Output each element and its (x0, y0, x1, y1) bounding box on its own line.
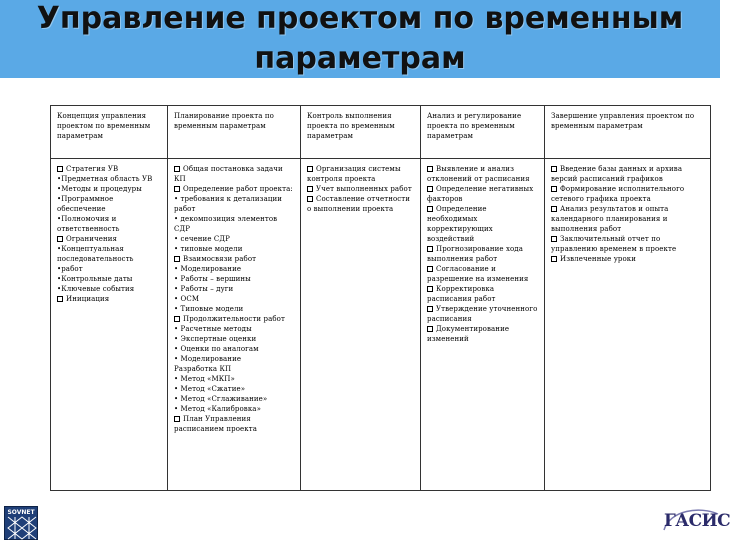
list-item (174, 184, 294, 194)
list-item-label: •Ключевые события (57, 285, 135, 293)
list-item (174, 374, 294, 384)
list-item (174, 304, 294, 314)
list-item (427, 264, 538, 284)
column-cell (421, 159, 545, 491)
checkbox-icon (174, 186, 180, 192)
list-item-label: • типовые модели (174, 245, 243, 253)
column-heading: Планирование проекта по временным параметрам (168, 106, 301, 159)
checkbox-icon (57, 236, 63, 242)
list-item (57, 194, 161, 214)
list-item (427, 164, 538, 184)
list-item (174, 284, 294, 294)
table-header-row (51, 106, 711, 159)
checkbox-icon (427, 186, 433, 192)
list-item-label: •Полномочия и ответственность (57, 215, 120, 233)
list-item-label: • Метод «Калибровка» (174, 405, 261, 413)
list-item (174, 244, 294, 254)
list-item (57, 284, 161, 294)
checkbox-icon (551, 236, 557, 242)
list-item-label: Продолжительности работ (183, 315, 285, 323)
list-item-label: • ОСМ (174, 295, 200, 303)
checkbox-icon (57, 166, 63, 172)
list-item-label: Формирование исполнительного сетевого графика проекта (551, 185, 685, 203)
list-item (427, 304, 538, 324)
list-item (427, 244, 538, 264)
list-item-label: Выявление и анализ отклонений от расписания (427, 165, 530, 183)
gasis-logo-text: ГАСИС (664, 511, 730, 531)
list-item (551, 234, 704, 254)
list-item (551, 254, 704, 264)
checkbox-icon (427, 326, 433, 332)
list-item-label: Взаимосвязи работ (183, 255, 257, 263)
list-item (57, 184, 161, 194)
list-item-label: •Методы и процедуры (57, 185, 142, 193)
list-item-label: Ограничения (66, 235, 118, 243)
list-item-label: • Моделирование (174, 355, 242, 363)
page-title: Управление проектом по временным параметрам (36, 1, 684, 76)
list-item-label: Документирование изменений (427, 325, 510, 343)
checkbox-icon (174, 256, 180, 262)
list-item (174, 344, 294, 354)
list-item-label: Согласование и разрешение на изменения (427, 265, 529, 283)
list-item (57, 264, 161, 274)
list-item (551, 164, 704, 184)
list-item-label: • Метод «МКП» (174, 375, 235, 383)
list-item-label: • Метод «Сглаживание» (174, 395, 268, 403)
list-item-label: • Расчетные методы (174, 325, 252, 333)
list-item-label: • Работы – дуги (174, 285, 234, 293)
gasis-logo (664, 508, 730, 534)
list-item-label: • Экспертные оценки (174, 335, 257, 343)
list-item-label: • Метод «Сжатие» (174, 385, 246, 393)
lattice-icon (8, 517, 36, 539)
checkbox-icon (307, 196, 313, 202)
list-item (174, 384, 294, 394)
checkbox-icon (174, 166, 180, 172)
list-item-label: Прогнозирование хода выполнения работ (427, 245, 523, 263)
list-item (427, 324, 538, 344)
list-item-label: • Моделирование (174, 265, 242, 273)
list-item (174, 364, 294, 374)
list-item-label: Определение необходимых корректирующих воздействий (427, 205, 493, 243)
sovnet-logo-text: SOVNET (7, 509, 35, 516)
process-table (50, 105, 711, 491)
list-item (174, 194, 294, 214)
list-item-label: •Контрольные даты (57, 275, 133, 283)
list-item-label: Анализ результатов и опыта календарного планирования и выполнения работ (551, 205, 669, 233)
list-item-label: Введение базы данных и архива версий расписаний графиков (551, 165, 683, 183)
list-item-label: Стратегия УВ (66, 165, 119, 173)
list-item (57, 234, 161, 244)
list-item (427, 184, 538, 204)
list-item-label: •Концептуальная последовательность (57, 245, 134, 263)
list-item (174, 234, 294, 244)
list-item (174, 214, 294, 234)
list-item-label: Инициация (66, 295, 110, 303)
checkbox-icon (307, 166, 313, 172)
checkbox-icon (551, 186, 557, 192)
list-item (174, 264, 294, 274)
list-item-label: • Типовые модели (174, 305, 244, 313)
column-heading: Анализ и регулирование проекта по временным параметрам (421, 106, 545, 159)
list-item-label: Извлеченные уроки (560, 255, 637, 263)
list-item-label: Определение работ проекта: (183, 185, 293, 193)
list-item-label: Заключительный отчет по управлению временем в проекте (551, 235, 677, 253)
title-banner (0, 0, 720, 78)
list-item-label: •Предметная область УВ (57, 175, 153, 183)
list-item (174, 254, 294, 264)
checkbox-icon (427, 166, 433, 172)
list-item (57, 174, 161, 184)
checkbox-icon (307, 186, 313, 192)
list-item (174, 164, 294, 184)
checkbox-icon (551, 206, 557, 212)
checkbox-icon (551, 256, 557, 262)
column-cell (168, 159, 301, 491)
list-item (57, 214, 161, 234)
checkbox-icon (427, 206, 433, 212)
column-heading: Концепция управления проектом по временным параметрам (51, 106, 168, 159)
column-cell (545, 159, 711, 491)
list-item-label: Составление отчетности о выполнении проекта (307, 195, 411, 213)
list-item (551, 184, 704, 204)
list-item-label: • Оценки по аналогам (174, 345, 259, 353)
column-cell (301, 159, 421, 491)
checkbox-icon (427, 266, 433, 272)
table-body-row (51, 159, 711, 491)
column-heading: Контроль выполнения проекта по временным параметрам (301, 106, 421, 159)
list-item-label: • требования к детализации работ (174, 195, 282, 213)
list-item-label: Учет выполненных работ (316, 185, 412, 193)
list-item-label: Определение негативных факторов (427, 185, 534, 203)
checkbox-icon (551, 166, 557, 172)
list-item-label: Разработка КП (174, 365, 232, 373)
checkbox-icon (427, 286, 433, 292)
sovnet-logo (4, 506, 38, 540)
list-item (57, 244, 161, 264)
column-cell (51, 159, 168, 491)
list-item (174, 314, 294, 324)
list-item (174, 404, 294, 414)
list-item (57, 274, 161, 284)
list-item (57, 164, 161, 174)
list-item-label: • Работы – вершины (174, 275, 251, 283)
list-item (174, 414, 294, 434)
list-item-label: План Управления расписанием проекта (174, 415, 257, 433)
list-item (174, 394, 294, 404)
list-item (307, 164, 414, 184)
checkbox-icon (57, 296, 63, 302)
list-item (427, 284, 538, 304)
list-item-label: Утверждение уточненного расписания (427, 305, 538, 323)
list-item (174, 334, 294, 344)
list-item (57, 294, 161, 304)
list-item-label: •Программное обеспечение (57, 195, 114, 213)
list-item-label: •работ (57, 265, 83, 273)
list-item (174, 324, 294, 334)
list-item (174, 274, 294, 284)
checkbox-icon (174, 316, 180, 322)
checkbox-icon (174, 416, 180, 422)
column-heading: Завершение управления проектом по временным параметрам (545, 106, 711, 159)
list-item (174, 294, 294, 304)
list-item (307, 194, 414, 214)
list-item-label: Общая постановка задачи КП (174, 165, 283, 183)
list-item-label: Организация системы контроля проекта (307, 165, 401, 183)
list-item (551, 204, 704, 234)
list-item (174, 354, 294, 364)
list-item-label: • декомпозиция элементов СДР (174, 215, 278, 233)
checkbox-icon (427, 246, 433, 252)
list-item (427, 204, 538, 244)
list-item-label: Корректировка расписания работ (427, 285, 496, 303)
list-item-label: • сечение СДР (174, 235, 230, 243)
list-item (307, 184, 414, 194)
checkbox-icon (427, 306, 433, 312)
